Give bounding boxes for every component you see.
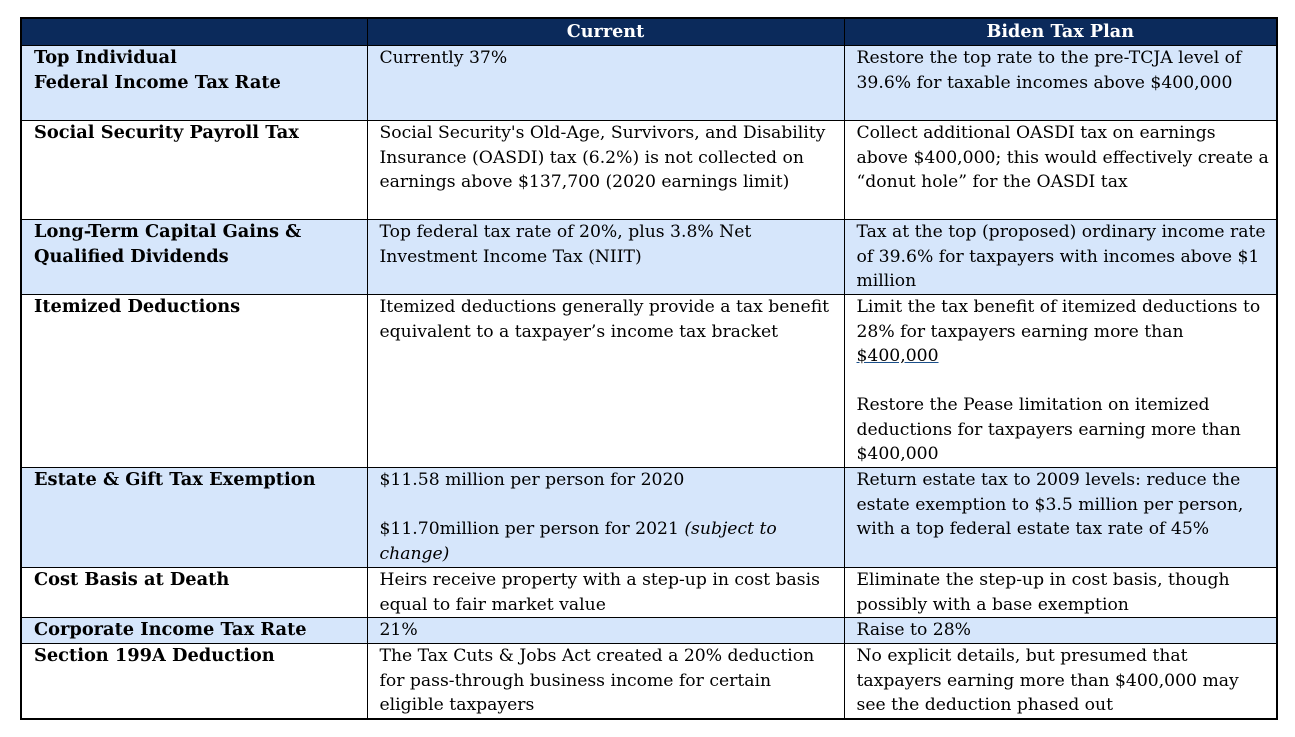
- table-row: [21, 220, 1277, 295]
- row-label: Cost Basis at Death: [21, 568, 367, 618]
- amount-link[interactable]: $400,000: [856, 346, 939, 366]
- current-cell: Itemized deductions generally provide a tax benefit equivalent to a taxpayer’s income tax bracket: [367, 295, 844, 468]
- plan-cell: [844, 295, 1277, 468]
- row-label: Social Security Payroll Tax: [21, 121, 367, 220]
- current-paragraph: [380, 517, 838, 566]
- header-blank: [21, 18, 367, 46]
- current-text: $11.70million per person for 2021: [379, 519, 685, 539]
- row-label: Estate & Gift Tax Exemption: [21, 468, 367, 568]
- current-cell: [367, 468, 844, 568]
- plan-text: Limit the tax benefit of itemized deductions to 28% for taxpayers earning more than: [856, 297, 1261, 342]
- row-label: [21, 220, 367, 295]
- plan-cell: No explicit details, but presumed that taxpayers earning more than $400,000 may see the deduction phased out: [844, 644, 1277, 719]
- row-label-line: Top Individual: [34, 47, 177, 68]
- current-cell: Heirs receive property with a step-up in cost basis equal to fair market value: [367, 568, 844, 618]
- paragraph-spacer: [380, 493, 838, 518]
- row-label: Corporate Income Tax Rate: [21, 618, 367, 644]
- current-cell: The Tax Cuts & Jobs Act created a 20% deduction for pass-through business income for certain eligible taxpayers: [367, 644, 844, 719]
- row-label-line: Long-Term Capital Gains &: [34, 221, 302, 242]
- current-cell: Top federal tax rate of 20%, plus 3.8% Net Investment Income Tax (NIIT): [367, 220, 844, 295]
- current-cell: 21%: [367, 618, 844, 644]
- table-row: [21, 46, 1277, 121]
- plan-cell: Eliminate the step-up in cost basis, though possibly with a base exemption: [844, 568, 1277, 618]
- plan-cell: Tax at the top (proposed) ordinary income rate of 39.6% for taxpayers with incomes above $1 million: [844, 220, 1277, 295]
- table-row: [21, 121, 1277, 220]
- table-row: [21, 568, 1277, 618]
- current-paragraph: $11.58 million per person for 2020: [379, 470, 685, 490]
- table-row: [21, 618, 1277, 644]
- header-biden-plan: Biden Tax Plan: [844, 18, 1277, 46]
- header-row: [21, 18, 1277, 46]
- paragraph-spacer: [857, 369, 1271, 394]
- current-cell: Social Security's Old-Age, Survivors, and Disability Insurance (OASDI) tax (6.2%) is not collected on earnings above $137,700 (2020 earnings limit): [367, 121, 844, 220]
- table-row: [21, 468, 1277, 568]
- row-label: Itemized Deductions: [21, 295, 367, 468]
- row-label: [21, 46, 367, 121]
- plan-paragraph: Restore the Pease limitation on itemized deductions for taxpayers earning more than $400,000: [856, 395, 1241, 464]
- plan-paragraph: [857, 295, 1271, 369]
- table-row: [21, 644, 1277, 719]
- current-cell: Currently 37%: [367, 46, 844, 121]
- plan-cell: Restore the top rate to the pre-TCJA level of 39.6% for taxable incomes above $400,000: [844, 46, 1277, 121]
- tax-comparison-table: [20, 17, 1278, 720]
- table-row: [21, 295, 1277, 468]
- row-label: Section 199A Deduction: [21, 644, 367, 719]
- plan-cell: Collect additional OASDI tax on earnings above $400,000; this would effectively create a “donut hole” for the OASDI tax: [844, 121, 1277, 220]
- current-italic-note: (subject to change): [379, 519, 777, 564]
- row-label-line: Qualified Dividends: [34, 245, 229, 267]
- header-current: Current: [367, 18, 844, 46]
- plan-cell: Raise to 28%: [844, 618, 1277, 644]
- row-label-line: Federal Income Tax Rate: [34, 71, 281, 93]
- plan-cell: Return estate tax to 2009 levels: reduce the estate exemption to $3.5 million per person, with a top federal estate tax rate of 45%: [844, 468, 1277, 568]
- comparison-table-wrapper: [20, 17, 1276, 720]
